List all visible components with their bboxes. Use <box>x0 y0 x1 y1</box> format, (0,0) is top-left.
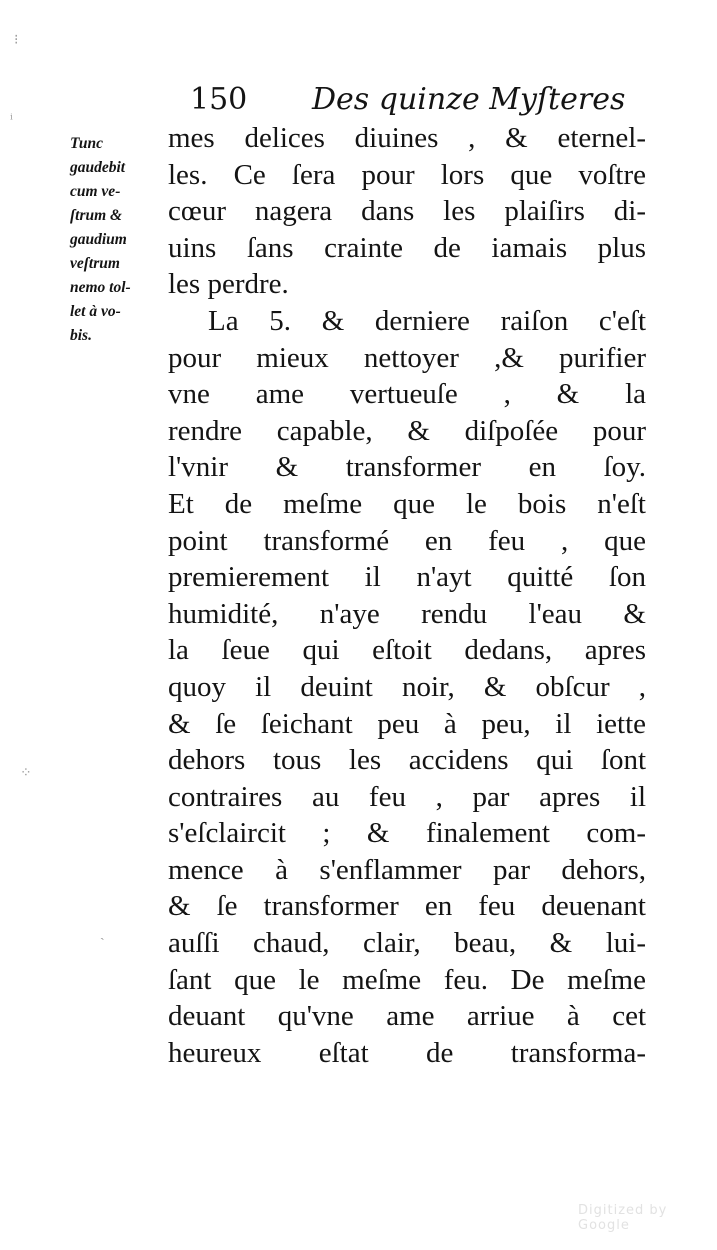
margin-note-line: veſtrum <box>70 255 120 272</box>
text-line: point transformé en feu , que <box>168 524 646 557</box>
page-number: 150 <box>190 82 248 117</box>
paper-speck: ˏ <box>100 925 105 941</box>
margin-note-line: cum ve- <box>70 183 121 200</box>
paper-speck: ⁘ <box>20 765 32 781</box>
text-line: s'eſclaircit ; & finalement com- <box>168 817 646 850</box>
margin-note <box>70 132 180 348</box>
text-line: La 5. & derniere raiſon c'eſt <box>208 304 646 337</box>
text-line: & ſe ſeichant peu à peu, il iette <box>168 707 646 740</box>
margin-note-line: Tunc <box>70 135 104 152</box>
text-line: cœur nagera dans les plaiſirs di- <box>168 195 646 228</box>
text-line: les. Ce ſera pour lors que voſtre <box>168 158 646 191</box>
text-line: la ſeue qui eſtoit dedans, apres <box>168 634 646 667</box>
text-line: mence à s'enflammer par dehors, <box>168 853 646 886</box>
paper-speck: ⁝ <box>14 32 19 48</box>
margin-note-line: gaudium <box>70 231 127 248</box>
margin-note-line: gaudebit <box>70 159 126 176</box>
text-line: contraires au feu , par apres il <box>168 780 646 813</box>
digitization-watermark: Digitized by Google <box>578 1203 668 1233</box>
body-text <box>168 120 646 1071</box>
text-line: mes delices diuines , & eternel- <box>168 122 646 154</box>
text-line: & ſe transformer en feu deuenant <box>168 890 646 923</box>
margin-note-line: nemo tol- <box>70 279 131 296</box>
text-line: rendre capable, & diſpoſée pour <box>168 414 646 447</box>
text-line: uins ſans crainte de iamais plus <box>168 231 646 264</box>
text-line: auſſi chaud, clair, beau, & lui- <box>168 927 646 960</box>
text-line: ſant que le meſme feu. De meſme <box>168 963 646 996</box>
margin-note-line: ſtrum & <box>70 207 123 224</box>
text-line: deuant qu'vne ame arriue à cet <box>168 1000 646 1033</box>
text-line: dehors tous les accidens qui ſont <box>168 744 646 777</box>
text-line: les perdre. <box>168 268 289 301</box>
paper-speck: ⁱ <box>10 112 13 128</box>
text-line: Et de meſme que le bois n'eſt <box>168 487 646 520</box>
margin-note-line: let à vo- <box>70 303 121 320</box>
text-line: humidité, n'aye rendu l'eau & <box>168 597 646 630</box>
text-line: pour mieux nettoyer ,& purifier <box>168 341 646 374</box>
text-line: quoy il deuint noir, & obſcur , <box>168 670 646 703</box>
margin-note-line: bis. <box>70 327 92 344</box>
text-line: l'vnir & transformer en ſoy. <box>168 451 646 484</box>
text-line: premierement il n'ayt quitté ſon <box>168 561 646 594</box>
running-title: Des quinze Myſteres <box>312 82 626 117</box>
text-line: heureux eſtat de transforma- <box>168 1036 646 1069</box>
text-line: vne ame vertueuſe , & la <box>168 378 646 411</box>
